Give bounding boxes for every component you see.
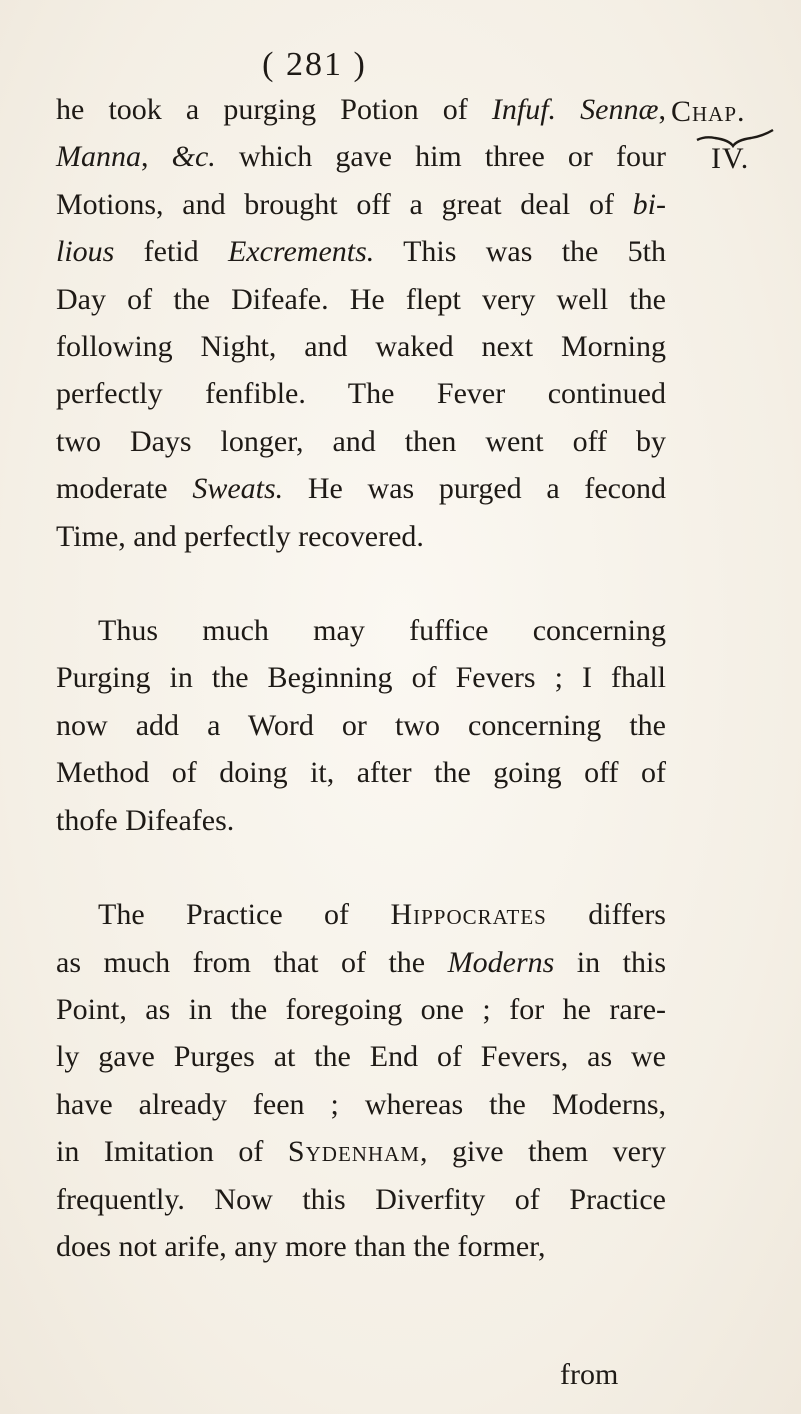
text-segment: Sweats. bbox=[192, 472, 284, 506]
text-segment: , bbox=[658, 93, 666, 126]
text-segment: Purging in the Beginning of Fevers ; I fhall bbox=[56, 661, 666, 695]
text-line bbox=[56, 654, 666, 701]
text-line bbox=[56, 133, 666, 180]
text-segment: thofe Difeafes. bbox=[56, 803, 235, 837]
text-segment: He was purged a fecond bbox=[283, 472, 666, 506]
paragraph-gap bbox=[56, 844, 666, 891]
brace-ornament bbox=[695, 126, 775, 150]
text-segment: , bbox=[141, 140, 172, 174]
text-segment: have already feen ; whereas the Moderns, bbox=[56, 1087, 666, 1121]
body-text bbox=[56, 86, 666, 1270]
text-segment: which gave him three or four bbox=[215, 140, 667, 174]
text-segment: moderate bbox=[56, 472, 193, 506]
text-segment: Hippocrates bbox=[390, 898, 547, 932]
text-line bbox=[56, 370, 666, 417]
chapter-label: Chap. bbox=[671, 95, 746, 128]
text-line bbox=[56, 465, 666, 512]
catchword: from bbox=[560, 1358, 619, 1391]
text-segment: Thus much may fuffice concerning bbox=[98, 614, 666, 648]
chapter-number: IV. bbox=[711, 142, 750, 175]
text-segment: &c. bbox=[171, 140, 216, 174]
text-segment: does not arife, any more than the former, bbox=[56, 1229, 546, 1263]
text-segment: he took a purging Potion of bbox=[56, 93, 492, 126]
text-line bbox=[56, 86, 666, 133]
text-segment: This was the 5th bbox=[374, 235, 666, 269]
text-line bbox=[56, 986, 666, 1033]
paragraph-gap bbox=[56, 560, 666, 607]
text-segment: following Night, and waked next Morning bbox=[56, 330, 666, 364]
text-line bbox=[56, 1033, 666, 1080]
text-line bbox=[56, 702, 666, 749]
text-segment: in this bbox=[554, 945, 666, 979]
text-segment: The Practice of bbox=[98, 898, 391, 932]
text-segment: differs bbox=[546, 898, 666, 932]
text-segment: Excrements. bbox=[227, 235, 375, 269]
text-segment: Point, as in the foregoing one ; for he rare- bbox=[56, 992, 666, 1026]
text-segment: Infuf. Sennæ bbox=[491, 93, 659, 126]
text-line bbox=[56, 939, 666, 986]
text-segment: Manna bbox=[56, 140, 141, 174]
paragraph bbox=[56, 891, 666, 1270]
text-line bbox=[56, 1128, 666, 1175]
text-segment: Motions, and brought off a great deal of bbox=[56, 187, 633, 221]
page-number: ( 281 ) bbox=[262, 46, 367, 83]
text-line bbox=[56, 228, 666, 275]
text-segment: frequently. Now this Diverfity of Practice bbox=[56, 1182, 666, 1216]
text-segment: in Imitation of bbox=[56, 1135, 288, 1169]
paragraph bbox=[56, 86, 666, 560]
text-line bbox=[56, 181, 666, 228]
text-line bbox=[56, 513, 666, 560]
text-line bbox=[56, 1223, 666, 1270]
text-segment: fetid bbox=[114, 235, 228, 269]
text-segment: lious bbox=[56, 235, 115, 269]
text-segment: as much from that of the bbox=[56, 945, 448, 979]
text-segment: two Days longer, and then went off by bbox=[56, 424, 666, 458]
text-segment: ly gave Purges at the End of Fevers, as we bbox=[56, 1040, 666, 1074]
text-segment: now add a Word or two concerning the bbox=[56, 708, 666, 742]
paragraph bbox=[56, 607, 666, 844]
text-line bbox=[56, 607, 666, 654]
text-line bbox=[56, 797, 666, 844]
text-segment: Moderns bbox=[447, 945, 555, 979]
text-line bbox=[56, 418, 666, 465]
text-line bbox=[56, 749, 666, 796]
text-segment: Sydenham bbox=[287, 1135, 420, 1169]
text-segment: Day of the Difeafe. He flept very well the bbox=[56, 282, 666, 316]
text-line bbox=[56, 891, 666, 938]
text-line bbox=[56, 1081, 666, 1128]
text-line bbox=[56, 1176, 666, 1223]
text-segment: bi- bbox=[632, 187, 666, 221]
text-segment: perfectly fenfible. The Fever continued bbox=[56, 377, 666, 411]
text-line bbox=[56, 323, 666, 370]
text-segment: Method of doing it, after the going off of bbox=[56, 756, 666, 790]
text-segment: Time, and perfectly recovered. bbox=[56, 519, 424, 553]
text-line bbox=[56, 276, 666, 323]
text-segment: , give them very bbox=[419, 1135, 666, 1169]
